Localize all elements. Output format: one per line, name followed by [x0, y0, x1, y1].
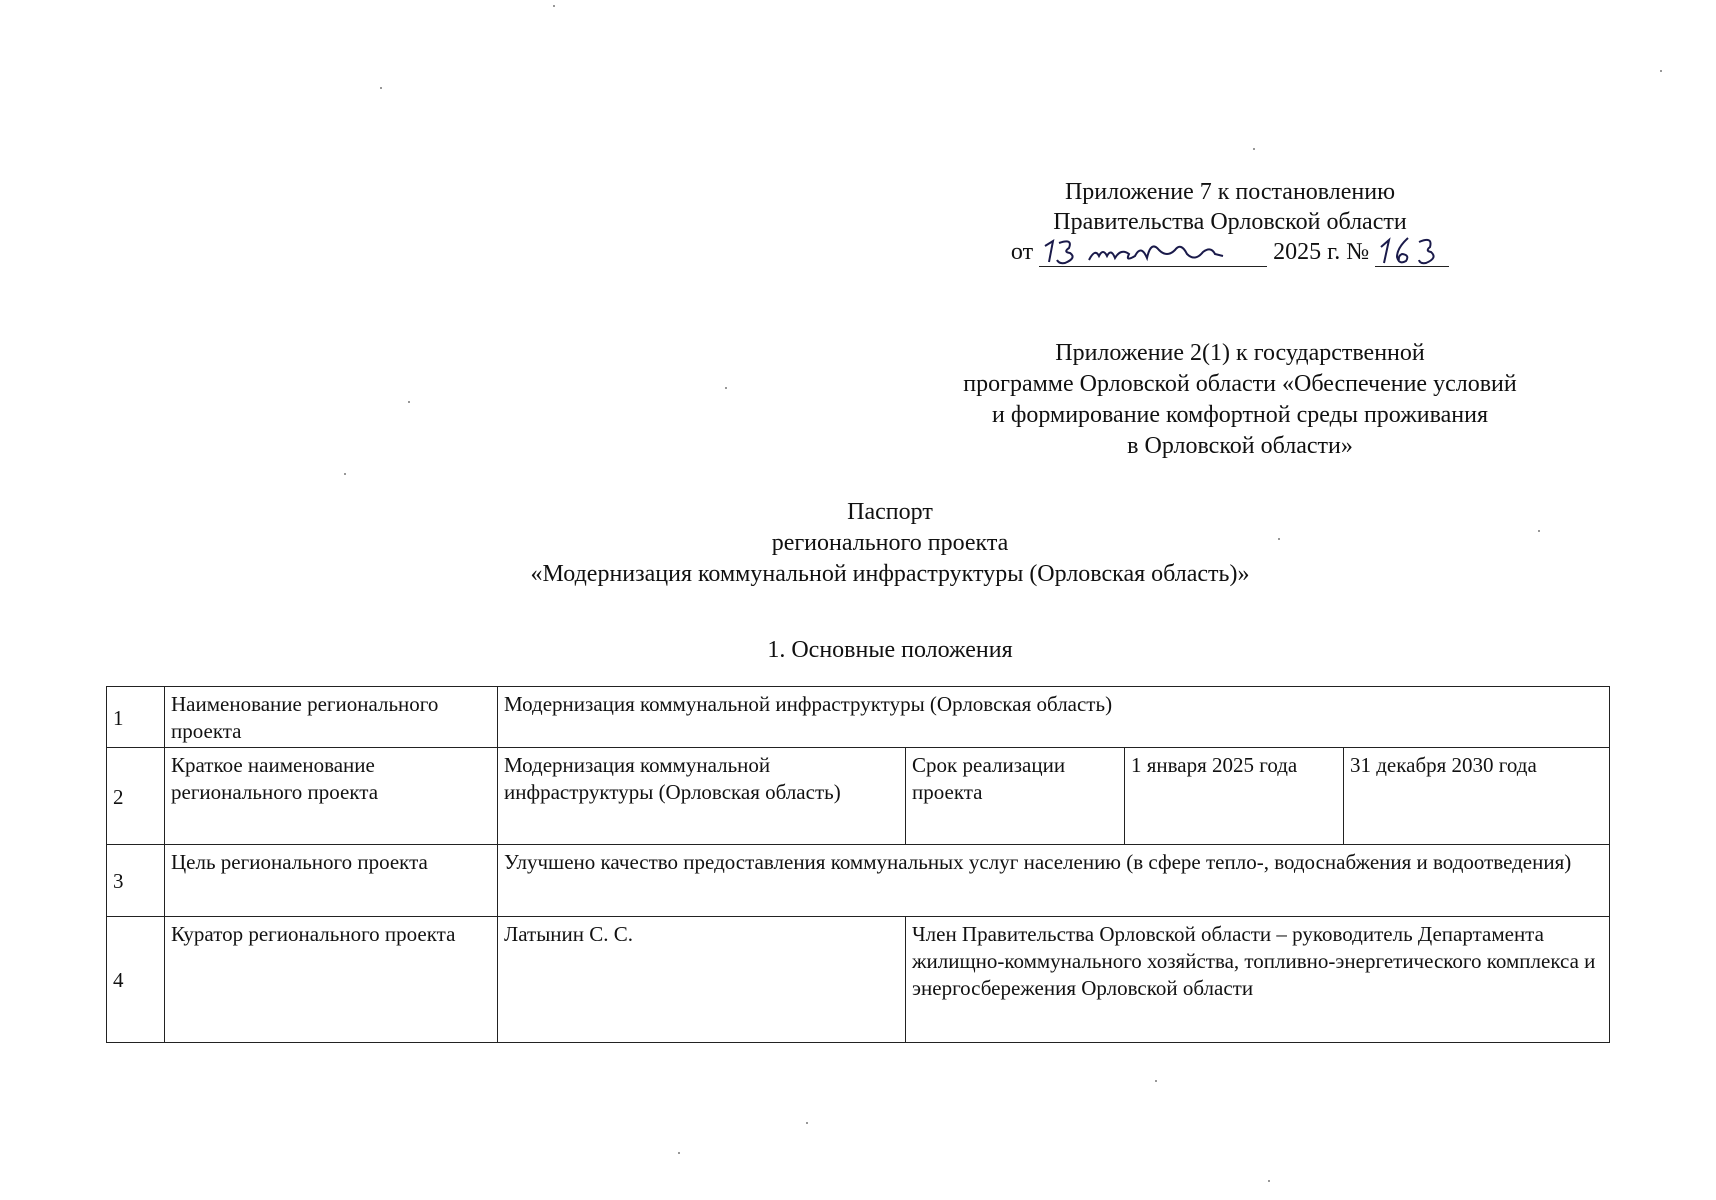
table-row: [107, 687, 1610, 748]
row-number: 1: [107, 687, 165, 748]
approval-date-line: [990, 237, 1470, 267]
scan-speck: [408, 401, 410, 403]
year-text: 2025 г. №: [1273, 239, 1370, 265]
row-label: Куратор регионального проекта: [165, 917, 498, 1043]
passport-title: Паспорт: [847, 499, 933, 525]
handwritten-number-field: [1375, 238, 1449, 267]
table-row: [107, 917, 1610, 1043]
scan-speck: [806, 1122, 808, 1124]
row-number: 3: [107, 845, 165, 917]
row-label: Наименование регионального проекта: [165, 687, 498, 748]
table-row: [107, 845, 1610, 917]
handwritten-date-signature: [1039, 234, 1267, 268]
handwritten-number-signature: [1375, 234, 1449, 268]
approval-line-2: Правительства Орловской области: [1053, 209, 1407, 235]
approval-line-1: Приложение 7 к постановлению: [1064, 179, 1396, 205]
row-value: Улучшено качество предоставления коммунальных услуг населению (в сфере тепло-, водоснабжения и водоотведения): [498, 845, 1610, 917]
program-ref-line-1: Приложение 2(1) к государственной: [1055, 340, 1425, 366]
main-provisions-table: [106, 686, 1610, 1043]
scan-speck: [725, 387, 727, 389]
scan-speck: [553, 5, 555, 7]
scan-speck: [1155, 1080, 1157, 1082]
row-number: 2: [107, 748, 165, 845]
program-ref-line-4: в Орловской области»: [1127, 433, 1353, 459]
start-date: 1 января 2025 года: [1125, 748, 1344, 845]
scan-speck: [678, 1152, 680, 1154]
scan-speck: [380, 87, 382, 89]
scan-speck: [344, 473, 346, 475]
scan-speck: [1253, 148, 1255, 150]
project-name-heading: «Модернизация коммунальной инфраструктуры (Орловская область)»: [530, 561, 1250, 587]
row-value: Модернизация коммунальной инфраструктуры (Орловская область): [498, 687, 1610, 748]
scan-speck: [1268, 1180, 1270, 1182]
scan-speck: [1660, 70, 1662, 72]
scan-speck: [1538, 530, 1540, 532]
approval-block: [990, 177, 1470, 267]
row-value: Модернизация коммунальной инфраструктуры (Орловская область): [498, 748, 906, 845]
end-date: 31 декабря 2030 года: [1344, 748, 1610, 845]
curator-position: Член Правительства Орловской области – руководитель Департамента жилищно-коммунального хозяйства, топливно-энергетического комплекса и энергосбережения Орловской области: [906, 917, 1610, 1043]
section-title: 1. Основные положения: [767, 637, 1013, 663]
table-row: [107, 748, 1610, 845]
scan-speck: [1278, 538, 1280, 540]
program-ref-line-2: программе Орловской области «Обеспечение условий: [963, 371, 1517, 397]
date-prefix: от: [1010, 239, 1034, 265]
program-ref-line-3: и формирование комфортной среды проживания: [991, 402, 1489, 428]
row-label: Краткое наименование регионального проекта: [165, 748, 498, 845]
handwritten-date-field: [1039, 238, 1267, 267]
program-reference: [880, 338, 1600, 462]
passport-subtitle: регионального проекта: [771, 530, 1009, 556]
passport-heading: [440, 497, 1340, 590]
term-label: Срок реализации проекта: [906, 748, 1125, 845]
row-label: Цель регионального проекта: [165, 845, 498, 917]
row-number: 4: [107, 917, 165, 1043]
curator-name: Латынин С. С.: [498, 917, 906, 1043]
